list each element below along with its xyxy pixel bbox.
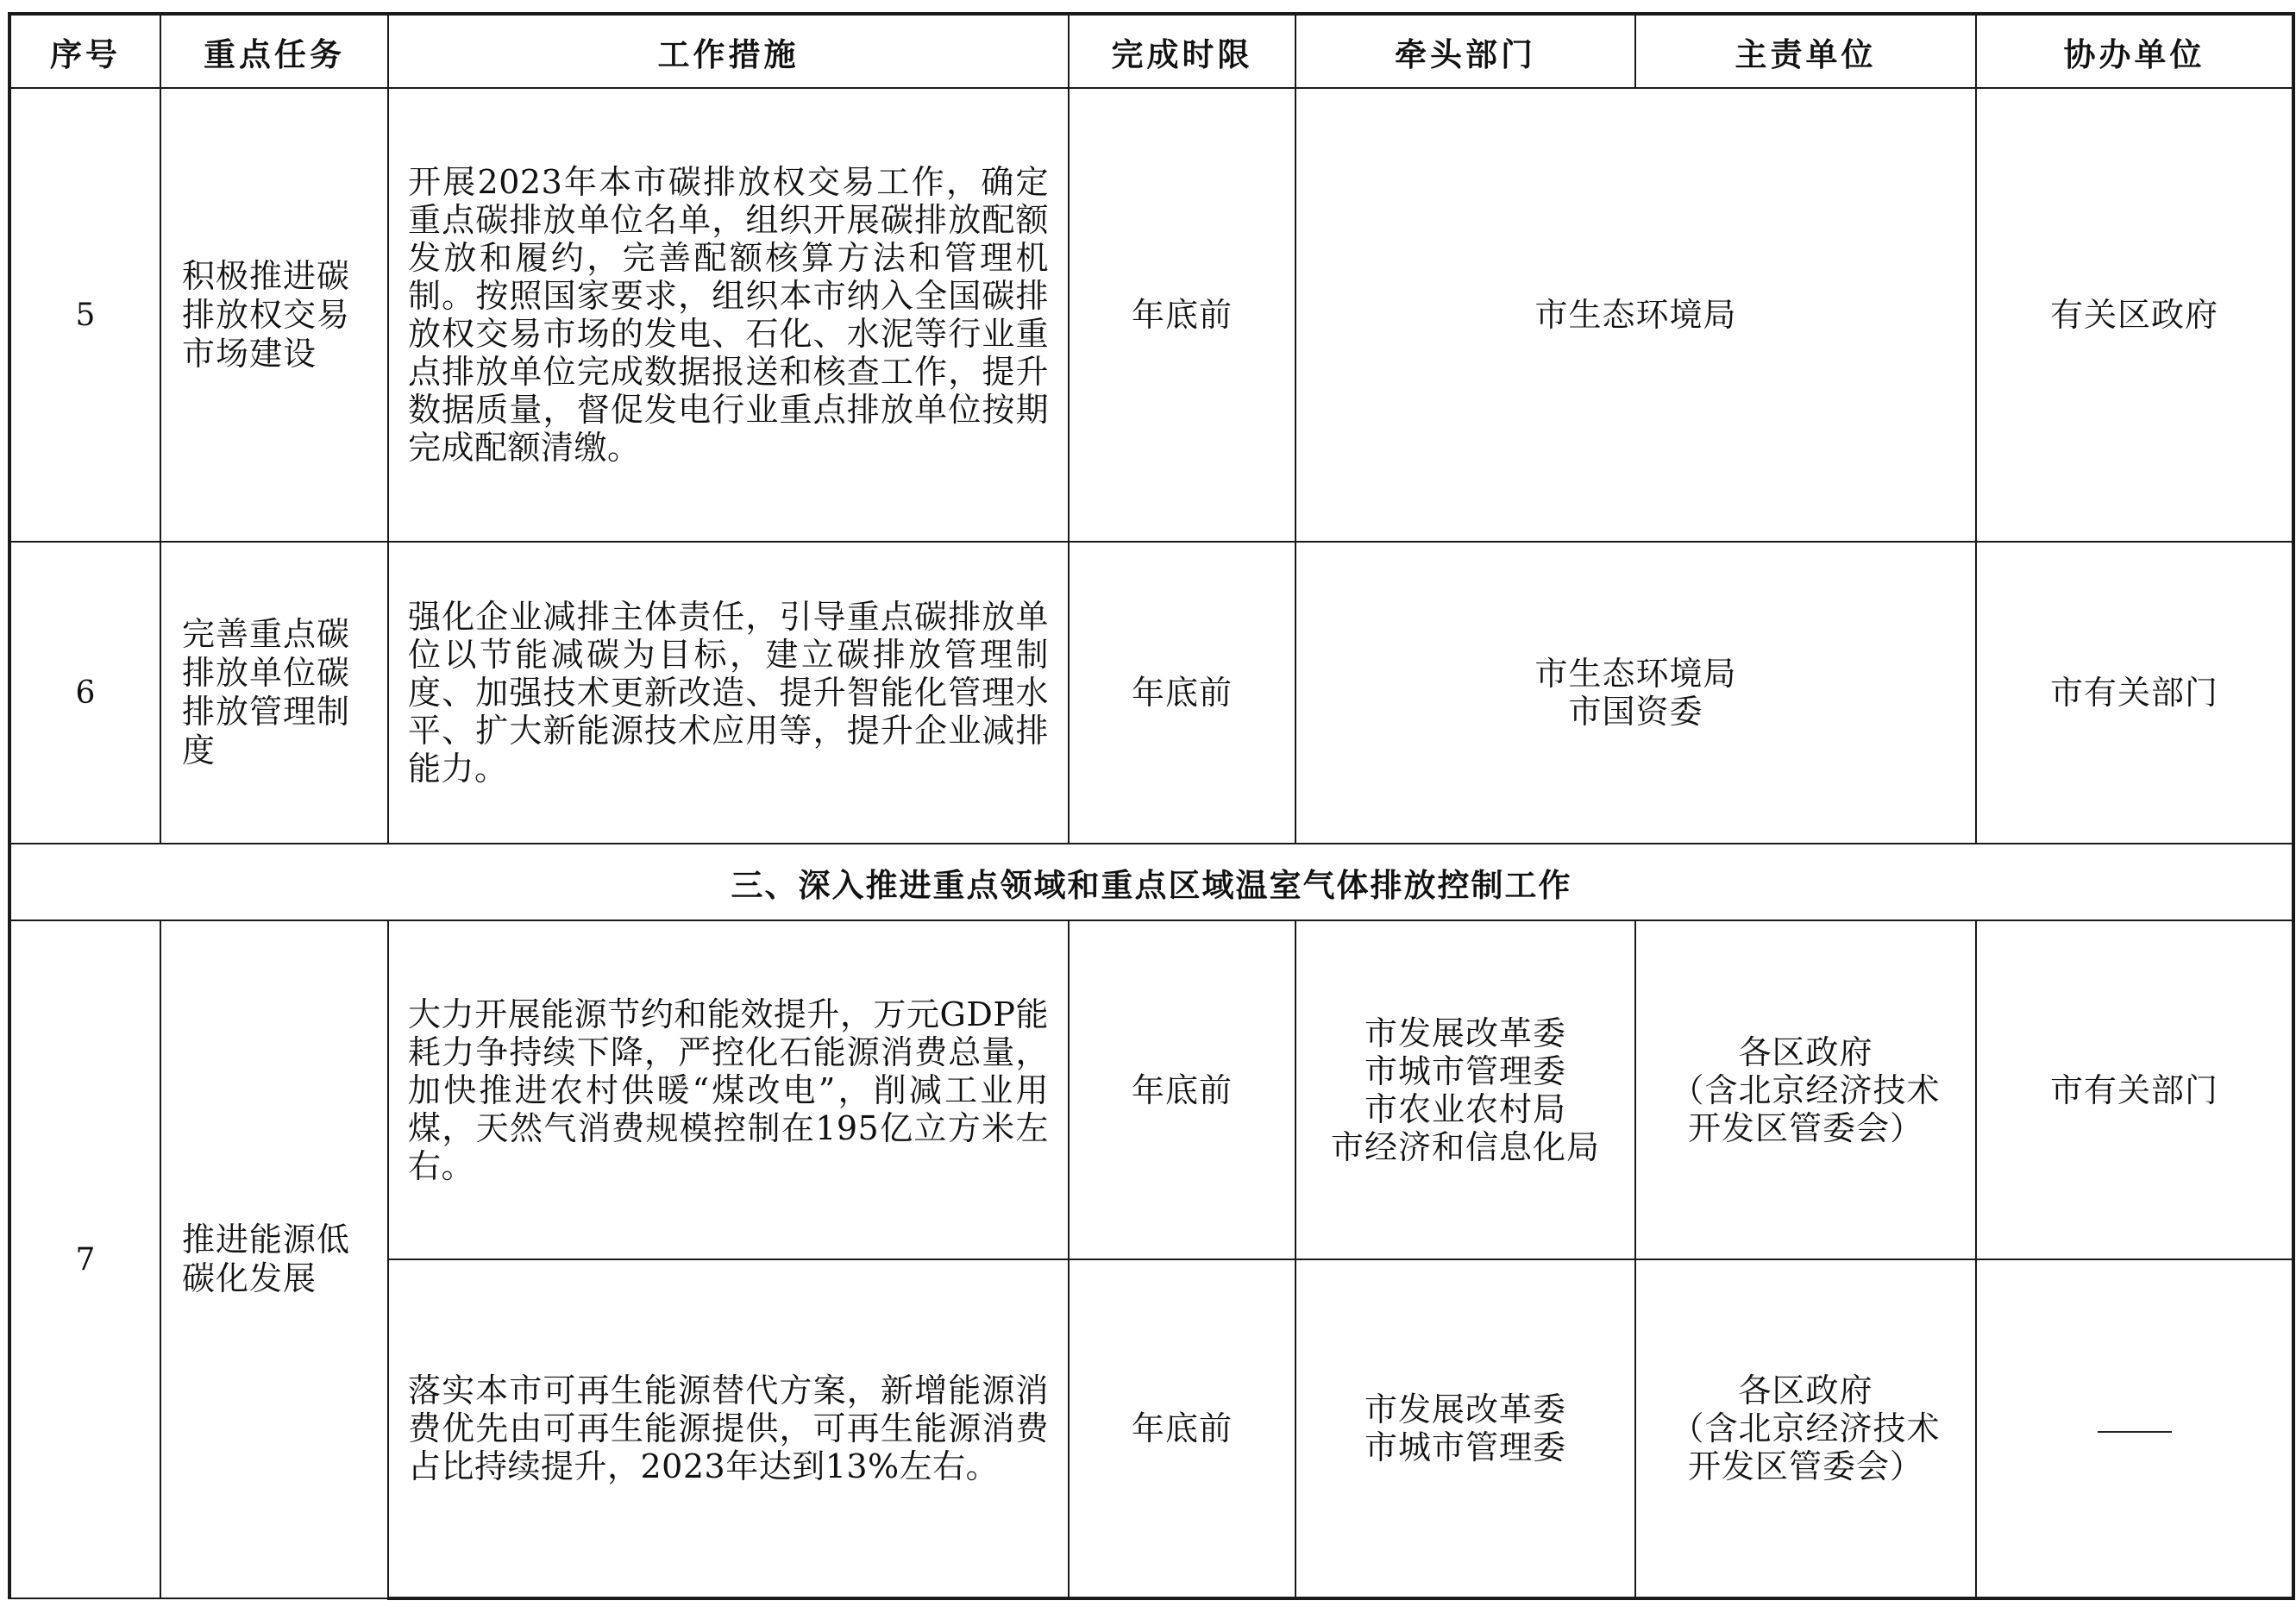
table-header-row	[9, 14, 2293, 88]
row-task: 推进能源低碳化发展	[160, 920, 388, 1598]
row-lead-dept	[1295, 920, 1635, 1259]
dept-name: 市国资委	[1568, 693, 1703, 731]
header-assist-unit: 协办单位	[1976, 14, 2293, 88]
unit-name: 开发区管委会）	[1687, 1447, 1923, 1485]
row-measure: 落实本市可再生能源替代方案，新增能源消费优先由可再生能源提供，可再生能源消费占比持续提升，2023年达到13%左右。	[388, 1259, 1069, 1598]
row-assist-empty	[1976, 1259, 2293, 1598]
row-seq: 5	[9, 88, 160, 542]
row-deadline: 年底前	[1069, 920, 1295, 1259]
header-main-unit: 主责单位	[1635, 14, 1976, 88]
dept-name: 市生态环境局	[1534, 296, 1737, 334]
header-seq: 序号	[9, 14, 160, 88]
unit-name: 各区政府	[1738, 1033, 1873, 1071]
row-deadline: 年底前	[1069, 1259, 1295, 1598]
empty-dash	[2098, 1431, 2172, 1433]
dept-name: 市农业农村局	[1364, 1089, 1566, 1128]
row-seq: 7	[9, 920, 160, 1598]
row-measure: 强化企业减排主体责任，引导重点碳排放单位以节能减碳为目标，建立碳排放管理制度、加强技术更新改造、提升智能化管理水平、扩大新能源技术应用等，提升企业减排能力。	[388, 542, 1069, 844]
dept-name: 市经济和信息化局	[1330, 1127, 1600, 1166]
unit-name: 开发区管委会）	[1687, 1108, 1923, 1147]
row-assist: 市有关部门	[1976, 920, 2293, 1259]
unit-name: （含北京经济技术	[1671, 1409, 1941, 1447]
row-task: 积极推进碳排放权交易市场建设	[160, 88, 388, 542]
row-deadline: 年底前	[1069, 88, 1295, 542]
table-row	[9, 542, 2293, 844]
table-row	[9, 88, 2293, 542]
dept-name: 市发展改革委	[1364, 1014, 1566, 1052]
row-deadline: 年底前	[1069, 542, 1295, 844]
dept-name: 市生态环境局	[1534, 655, 1737, 693]
section-row	[9, 844, 2293, 920]
table-row	[9, 920, 2293, 1259]
section-title: 三、深入推进重点领域和重点区域温室气体排放控制工作	[9, 844, 2293, 920]
header-deadline: 完成时限	[1069, 14, 1295, 88]
row-assist: 市有关部门	[1976, 542, 2293, 844]
header-task: 重点任务	[160, 14, 388, 88]
row-lead-main-merged	[1295, 542, 1976, 844]
row-assist: 有关区政府	[1976, 88, 2293, 542]
row-main-unit	[1635, 920, 1976, 1259]
dept-name: 市城市管理委	[1364, 1428, 1566, 1466]
header-lead-dept: 牵头部门	[1295, 14, 1635, 88]
header-measure: 工作措施	[388, 14, 1069, 88]
row-measure: 开展2023年本市碳排放权交易工作，确定重点碳排放单位名单，组织开展碳排放配额发放和履约，完善配额核算方法和管理机制。按照国家要求，组织本市纳入全国碳排放权交易市场的发电、石化、水泥等行业重点排放单位完成数据报送和核查工作，提升数据质量，督促发电行业重点排放单位按期完成配额清缴。	[388, 88, 1069, 542]
dept-name: 市发展改革委	[1364, 1390, 1566, 1428]
row-lead-dept	[1295, 1259, 1635, 1598]
row-task: 完善重点碳排放单位碳排放管理制度	[160, 542, 388, 844]
row-main-unit	[1635, 1259, 1976, 1598]
row-lead-main-merged	[1295, 88, 1976, 542]
dept-name: 市城市管理委	[1364, 1051, 1566, 1090]
unit-name: 各区政府	[1738, 1372, 1873, 1409]
unit-name: （含北京经济技术	[1671, 1070, 1941, 1109]
task-table	[8, 12, 2295, 1600]
row-seq: 6	[9, 542, 160, 844]
row-measure: 大力开展能源节约和能效提升，万元GDP能耗力争持续下降，严控化石能源消费总量，加快推进农村供暖“煤改电”，削减工业用煤，天然气消费规模控制在195亿立方米左右。	[388, 920, 1069, 1259]
